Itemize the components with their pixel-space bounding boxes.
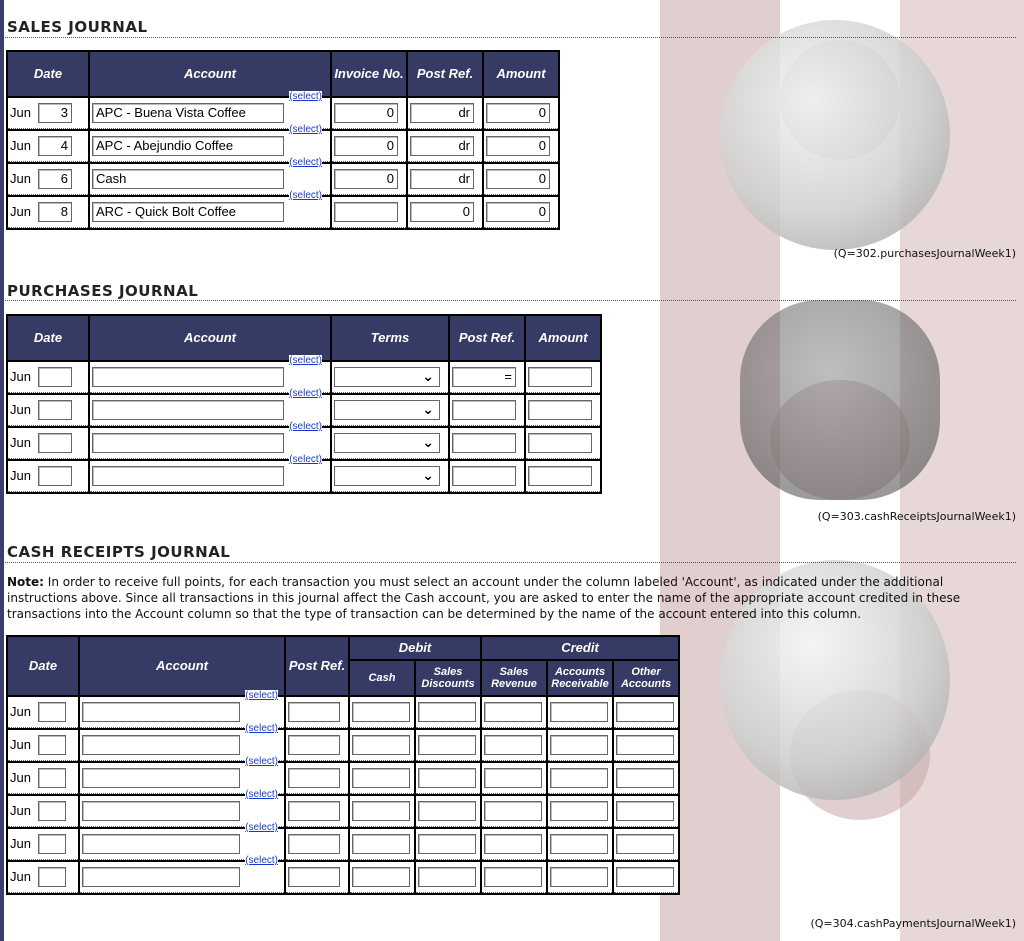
account-input[interactable]: Cash (92, 169, 284, 189)
cash-col-cash: Cash (350, 661, 414, 695)
cash-col-sales-discounts: Sales Discounts (416, 661, 480, 695)
month-label: Jun (10, 467, 31, 483)
cash-col-accounts-receivable: Accounts Receivable (548, 661, 612, 695)
cash-row (8, 862, 678, 893)
accounts-receivable-input[interactable] (550, 801, 608, 821)
amount-input[interactable] (528, 400, 592, 420)
day-input[interactable] (38, 433, 72, 453)
day-input[interactable]: 3 (38, 103, 72, 123)
cash-receipts-table (6, 635, 680, 895)
account-input[interactable] (92, 466, 284, 486)
post-ref-input[interactable]: dr (410, 136, 474, 156)
month-label: Jun (10, 170, 31, 186)
day-input[interactable] (38, 367, 72, 387)
month-label: Jun (10, 434, 31, 450)
cash-col-date: Date (8, 637, 78, 695)
day-input[interactable] (38, 801, 66, 821)
select-account-link[interactable]: (select) (289, 91, 322, 102)
cash-row (8, 829, 678, 860)
cash-receipts-note (7, 574, 992, 622)
month-label: Jun (10, 104, 31, 120)
month-label: Jun (10, 368, 31, 384)
select-account-link[interactable]: (select) (245, 690, 278, 701)
day-input[interactable]: 6 (38, 169, 72, 189)
cash-row (8, 730, 678, 761)
cash-debit-input[interactable] (352, 801, 410, 821)
sales-revenue-input[interactable] (484, 768, 542, 788)
select-account-link[interactable]: (select) (245, 756, 278, 767)
post-ref-input[interactable]: dr (410, 169, 474, 189)
select-account-link[interactable]: (select) (289, 124, 322, 135)
note-text: In order to receive full points, for each transaction you must select an account under the column labeled 'Account', as indicated under the additional instructions above. Since all transactions in this journal affect the Cash account, you are asked to enter the name of the appropriate account credited in these transactions into the Account column so that the type of transaction can be determined by the name of the account entered into this column. (7, 575, 961, 621)
purchases-col-post-ref: Post Ref. (450, 316, 524, 360)
select-account-link[interactable]: (select) (245, 723, 278, 734)
terms-select[interactable] (334, 367, 440, 387)
sales-revenue-input[interactable] (484, 834, 542, 854)
accounts-receivable-input[interactable] (550, 768, 608, 788)
day-input[interactable] (38, 768, 66, 788)
sales-discounts-input[interactable] (418, 801, 476, 821)
invoice-input[interactable]: 0 (334, 103, 398, 123)
account-input[interactable] (82, 867, 240, 887)
sales-journal-title: SALES JOURNAL (7, 18, 148, 36)
terms-select[interactable] (334, 466, 440, 486)
post-ref-input[interactable] (288, 768, 340, 788)
post-ref-input[interactable] (288, 801, 340, 821)
post-ref-input[interactable]: dr (410, 103, 474, 123)
select-account-link[interactable]: (select) (289, 388, 322, 399)
select-account-link[interactable]: (select) (245, 855, 278, 866)
post-ref-input[interactable] (452, 400, 516, 420)
day-input[interactable]: 8 (38, 202, 72, 222)
accounts-receivable-input[interactable] (550, 702, 608, 722)
day-input[interactable] (38, 867, 66, 887)
post-ref-input[interactable] (288, 867, 340, 887)
day-input[interactable]: 4 (38, 136, 72, 156)
account-input[interactable]: APC - Buena Vista Coffee (92, 103, 284, 123)
select-account-link[interactable]: (select) (245, 822, 278, 833)
account-input[interactable] (82, 735, 240, 755)
purchases-journal-title: PURCHASES JOURNAL (7, 282, 199, 300)
chevron-down-icon: ⌄ (422, 402, 434, 418)
invoice-input[interactable]: 0 (334, 169, 398, 189)
select-account-link[interactable]: (select) (289, 421, 322, 432)
month-label: Jun (10, 868, 31, 884)
note-label: Note: (7, 575, 44, 589)
sales-revenue-input[interactable] (484, 867, 542, 887)
amount-input[interactable] (528, 433, 592, 453)
other-accounts-input[interactable] (616, 768, 674, 788)
invoice-input[interactable]: 0 (334, 136, 398, 156)
month-label: Jun (10, 835, 31, 851)
select-account-link[interactable]: (select) (245, 789, 278, 800)
amount-input[interactable] (528, 367, 592, 387)
account-input[interactable]: ARC - Quick Bolt Coffee (92, 202, 284, 222)
amount-input[interactable]: 0 (486, 202, 550, 222)
accounts-receivable-input[interactable] (550, 867, 608, 887)
other-accounts-input[interactable] (616, 702, 674, 722)
sales-col-date: Date (8, 52, 88, 96)
month-label: Jun (10, 137, 31, 153)
account-input[interactable] (92, 367, 284, 387)
cash-question-ref: (Q=304.cashPaymentsJournalWeek1) (810, 917, 1016, 930)
cash-col-debit: Debit (350, 637, 480, 659)
other-accounts-input[interactable] (616, 735, 674, 755)
purchases-col-terms: Terms (332, 316, 448, 360)
sales-row (8, 197, 558, 228)
cash-col-account: Account (80, 637, 284, 695)
day-input[interactable] (38, 466, 72, 486)
sales-divider (5, 37, 1016, 38)
purchases-col-amount: Amount (526, 316, 600, 360)
sales-discounts-input[interactable] (418, 768, 476, 788)
sales-col-amount: Amount (484, 52, 558, 96)
cash-debit-input[interactable] (352, 867, 410, 887)
post-ref-input[interactable] (288, 702, 340, 722)
sales-col-invoice: Invoice No. (332, 52, 406, 96)
purchases-journal-table (6, 314, 602, 494)
account-input[interactable] (82, 768, 240, 788)
accounts-receivable-input[interactable] (550, 834, 608, 854)
chevron-down-icon: ⌄ (422, 468, 434, 484)
month-label: Jun (10, 736, 31, 752)
post-ref-input[interactable] (288, 735, 340, 755)
purchases-col-account: Account (90, 316, 330, 360)
post-ref-input[interactable] (452, 433, 516, 453)
other-accounts-input[interactable] (616, 801, 674, 821)
amount-input[interactable] (528, 466, 592, 486)
sales-discounts-input[interactable] (418, 834, 476, 854)
month-label: Jun (10, 802, 31, 818)
sales-journal-table (6, 50, 560, 230)
sales-revenue-input[interactable] (484, 801, 542, 821)
cash-col-sales-revenue: Sales Revenue (482, 661, 546, 695)
month-label: Jun (10, 203, 31, 219)
select-account-link[interactable]: (select) (289, 190, 322, 201)
cash-receipts-journal-title: CASH RECEIPTS JOURNAL (7, 543, 231, 561)
account-input[interactable] (92, 433, 284, 453)
cash-col-post-ref: Post Ref. (286, 637, 348, 695)
month-label: Jun (10, 769, 31, 785)
cash-row (8, 697, 678, 728)
sales-question-ref: (Q=302.purchasesJournalWeek1) (833, 247, 1016, 260)
select-account-link[interactable]: (select) (289, 157, 322, 168)
chevron-down-icon: ⌄ (422, 369, 434, 385)
terms-select[interactable] (334, 433, 440, 453)
background-puzzle-coffee-image (650, 0, 1024, 941)
sales-row (8, 164, 558, 195)
day-input[interactable] (38, 702, 66, 722)
cash-debit-input[interactable] (352, 735, 410, 755)
purchases-divider (5, 300, 1016, 301)
day-input[interactable] (38, 400, 72, 420)
other-accounts-input[interactable] (616, 867, 674, 887)
day-input[interactable] (38, 834, 66, 854)
sales-col-post-ref: Post Ref. (408, 52, 482, 96)
sales-discounts-input[interactable] (418, 867, 476, 887)
purchases-question-ref: (Q=303.cashReceiptsJournalWeek1) (817, 510, 1016, 523)
account-input[interactable] (82, 801, 240, 821)
cash-debit-input[interactable] (352, 702, 410, 722)
terms-select[interactable] (334, 400, 440, 420)
post-ref-input[interactable]: 0 (410, 202, 474, 222)
sales-revenue-input[interactable] (484, 735, 542, 755)
sales-col-account: Account (90, 52, 330, 96)
amount-input[interactable]: 0 (486, 169, 550, 189)
amount-input[interactable]: 0 (486, 136, 550, 156)
sales-discounts-input[interactable] (418, 702, 476, 722)
invoice-input[interactable] (334, 202, 398, 222)
purchases-col-date: Date (8, 316, 88, 360)
amount-input[interactable]: 0 (486, 103, 550, 123)
accounts-receivable-input[interactable] (550, 735, 608, 755)
month-label: Jun (10, 401, 31, 417)
sales-row (8, 98, 558, 129)
month-label: Jun (10, 703, 31, 719)
select-account-link[interactable]: (select) (289, 454, 322, 465)
post-ref-input[interactable]: = (452, 367, 516, 387)
cash-debit-input[interactable] (352, 834, 410, 854)
account-input[interactable] (92, 400, 284, 420)
sales-row (8, 131, 558, 162)
sales-discounts-input[interactable] (418, 735, 476, 755)
account-input[interactable]: APC - Abejundio Coffee (92, 136, 284, 156)
sales-revenue-input[interactable] (484, 702, 542, 722)
post-ref-input[interactable] (288, 834, 340, 854)
other-accounts-input[interactable] (616, 834, 674, 854)
purchases-row (8, 461, 600, 492)
cash-debit-input[interactable] (352, 768, 410, 788)
account-input[interactable] (82, 702, 240, 722)
post-ref-input[interactable] (452, 466, 516, 486)
chevron-down-icon: ⌄ (422, 435, 434, 451)
cash-col-credit: Credit (482, 637, 678, 659)
cash-col-other-accounts: Other Accounts (614, 661, 678, 695)
day-input[interactable] (38, 735, 66, 755)
select-account-link[interactable]: (select) (289, 355, 322, 366)
cash-row (8, 763, 678, 794)
left-border (0, 0, 4, 941)
cash-row (8, 796, 678, 827)
cash-divider (5, 562, 1016, 563)
account-input[interactable] (82, 834, 240, 854)
